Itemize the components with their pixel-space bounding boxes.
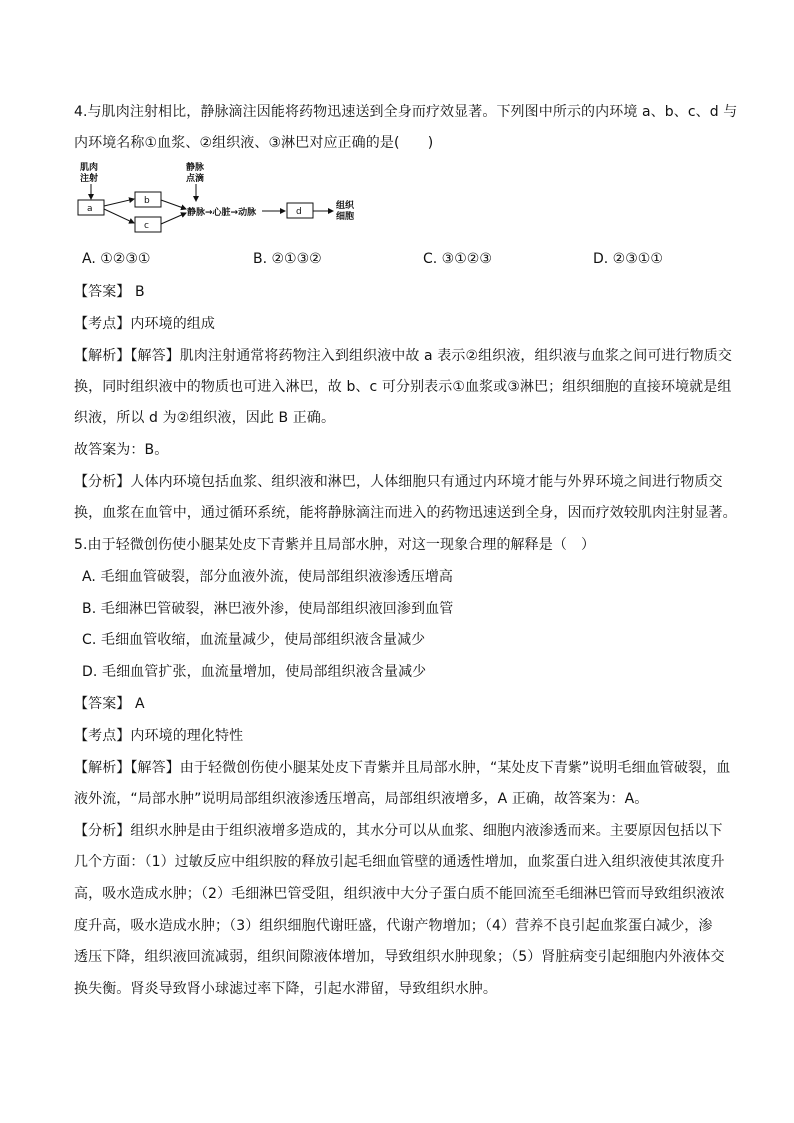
q5-analysis-line-2: 液外流，“局部水肿”说明局部组织液渗透压增高，局部组织液增多，A 正确，故答案为：A。 (74, 791, 649, 807)
diagram-label-intramuscular-1: 肌肉 (80, 163, 99, 173)
diagram-arrow-a-c (104, 209, 134, 223)
q5-answer: 【答案】 A (74, 696, 145, 712)
diagram-target-2: 细胞 (336, 212, 355, 222)
q4-fenxi-line-1: 【分析】人体内环境包括血浆、组织液和淋巴，人体细胞只有通过内环境才能与外界环境之间进行物质交 (74, 474, 723, 490)
q4-topic: 【考点】内环境的组成 (74, 316, 215, 332)
q4-stem-line-2: 内环境名称①血浆、②组织液、③淋巴对应正确的是( ) (74, 135, 434, 151)
q5-analysis-line-1: 【解析】【解答】由于轻微创伤使小腿某处皮下青紫并且局部水肿，“某处皮下青紫”说明毛细血管破裂，血 (74, 760, 731, 776)
diagram-label-iv-1: 静脉 (186, 163, 205, 173)
q4-option-b: B. ②①③② (253, 251, 322, 267)
q4-analysis-line-2: 换，同时组织液中的物质也可进入淋巴，故 b、c 可分别表示①血浆或③淋巴；组织细胞的直接环境就是组 (74, 379, 732, 395)
diagram-target-1: 组织 (336, 201, 355, 211)
q4-option-a: A. ①②③① (82, 251, 151, 267)
q4-analysis-line-3: 织液，所以 d 为②组织液，因此 B 正确。 (74, 410, 336, 426)
q4-flow-diagram (76, 160, 376, 240)
q4-stem-line-1: 4.与肌肉注射相比，静脉滴注因能将药物迅速送到全身而疗效显著。下列图中所示的内环境 a、b、c、d 与 (74, 104, 738, 120)
diagram-label-intramuscular-2: 注射 (80, 174, 99, 184)
diagram-arrow-b-vein (161, 200, 186, 209)
diagram-box-b-label: b (144, 196, 150, 206)
diagram-flow-text: 静脉→心脏→动脉 (187, 208, 257, 218)
diagram-box-c-label: c (144, 221, 149, 231)
diagram-box-a-label: a (87, 204, 93, 214)
q4-fenxi-line-2: 换，血浆在血管中，通过循环系统，能将静脉滴注而进入的药物迅速送到全身，因而疗效较肌肉注射显著。 (74, 505, 737, 521)
diagram-arrow-c-vein (161, 213, 186, 224)
q4-answer: 【答案】 B (74, 284, 145, 300)
q5-fenxi-line-4: 度升高，吸水造成水肿；（3）组织细胞代谢旺盛，代谢产物增加；（4）营养不良引起血浆蛋白减少，渗 (74, 918, 713, 934)
q4-analysis-line-1: 【解析】【解答】肌肉注射通常将药物注入到组织液中故 a 表示②组织液，组织液与血浆之间可进行物质交 (74, 348, 732, 364)
q5-option-d: D. 毛细血管扩张，血流量增加，使局部组织液含量减少 (82, 664, 427, 680)
q5-option-b: B. 毛细淋巴管破裂，淋巴液外渗，使局部组织液回渗到血管 (82, 601, 454, 617)
q5-topic: 【考点】内环境的理化特性 (74, 728, 244, 744)
q5-stem: 5.由于轻微创伤使小腿某处皮下青紫并且局部水肿，对这一现象合理的解释是（ ） (74, 537, 596, 553)
q5-option-a: A. 毛细血管破裂，部分血液外流，使局部组织液渗透压增高 (82, 569, 454, 585)
q4-options (82, 251, 722, 269)
diagram-box-d-label: d (296, 207, 302, 217)
q5-fenxi-line-3: 高，吸水造成水肿；（2）毛细淋巴管受阻，组织液中大分子蛋白质不能回流至毛细淋巴管而导致组织液浓 (74, 886, 725, 902)
q5-fenxi-line-2: 几个方面：（1）过敏反应中组织胺的释放引起毛细血管壁的通透性增加，血浆蛋白进入组织液使其浓度升 (74, 854, 725, 870)
q4-option-d: D. ②③①① (593, 251, 663, 267)
q5-option-c: C. 毛细血管收缩，血流量减少，使局部组织液含量减少 (82, 632, 426, 648)
diagram-arrow-a-b (104, 199, 134, 206)
diagram-label-iv-2: 点滴 (186, 174, 205, 184)
q5-fenxi-line-1: 【分析】组织水肿是由于组织液增多造成的，其水分可以从血浆、细胞内液渗透而来。主要原因包括以下 (74, 823, 723, 839)
q5-fenxi-line-6: 换失衡。肾炎导致肾小球滤过率下降，引起水滞留，导致组织水肿。 (74, 981, 497, 997)
q4-option-c: C. ③①②③ (423, 251, 492, 267)
q4-analysis-line-4: 故答案为：B。 (74, 442, 169, 458)
q5-fenxi-line-5: 透压下降，组织液回流减弱，组织间隙液体增加，导致组织水肿现象；（5）肾脏病变引起细胞内外液体交 (74, 949, 725, 965)
